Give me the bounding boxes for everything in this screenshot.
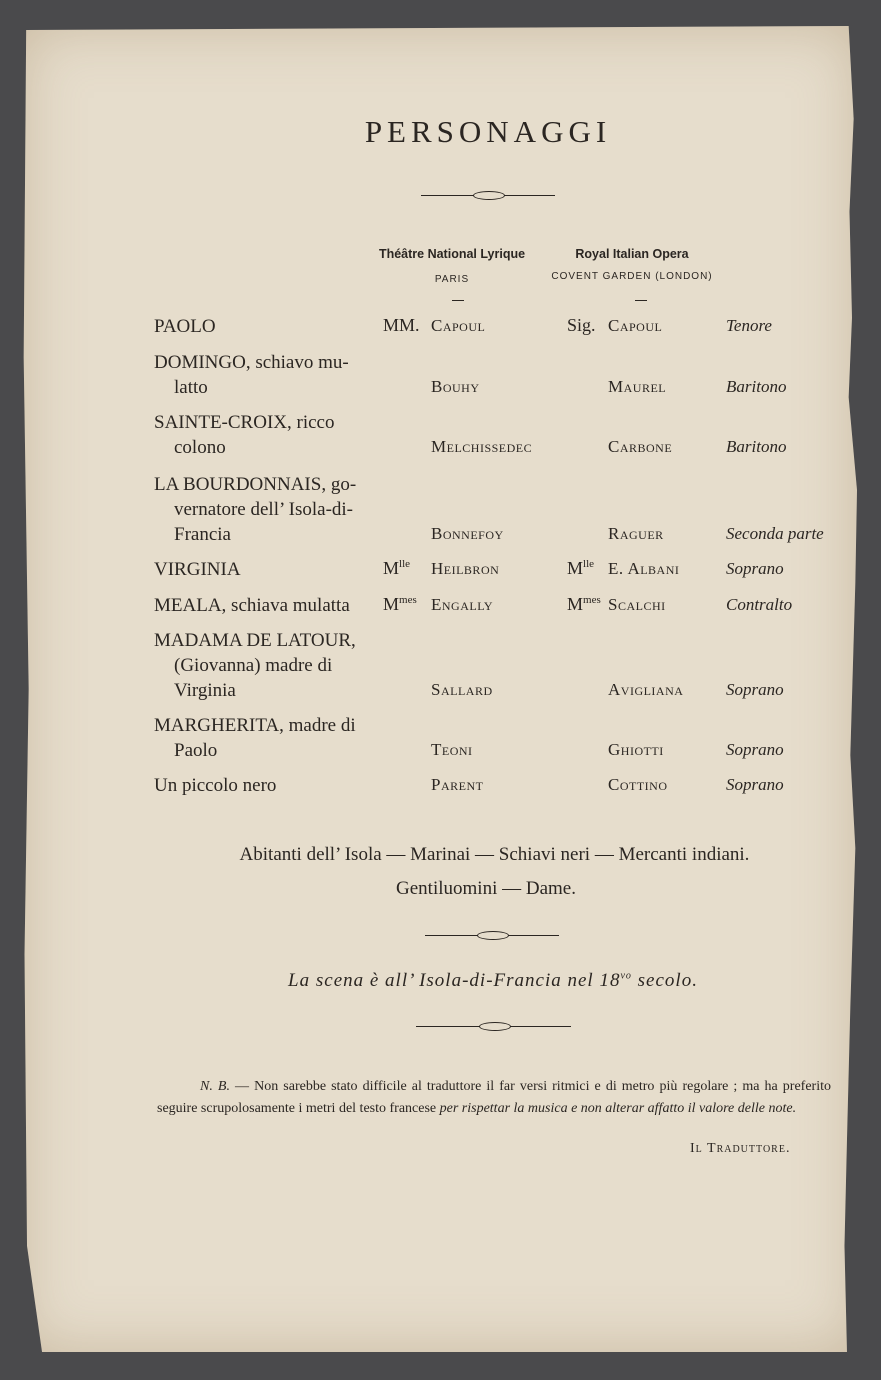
performer-title-text: M xyxy=(383,594,400,614)
role-line: vernatore dell’ Isola-di- xyxy=(174,499,354,520)
performer-title xyxy=(383,558,410,579)
paris-performer: Engally xyxy=(431,595,494,614)
role-line: latto xyxy=(174,377,208,398)
chorus-line-1: Abitanti dell’ Isola — Marinai — Schiavi neri — Mercanti indiani. xyxy=(239,844,750,865)
voice-type: Seconda parte xyxy=(726,524,824,543)
scena-end: secolo. xyxy=(631,970,698,991)
role-name xyxy=(154,628,359,703)
role-line: (Giovanna) madre di xyxy=(174,655,333,676)
performer-title-text: Sig. xyxy=(567,315,596,335)
paris-performer: Capoul xyxy=(431,316,486,335)
voice-type: Soprano xyxy=(726,559,784,578)
london-performer: Scalchi xyxy=(608,595,666,614)
ornament-rule-3 xyxy=(416,1026,571,1027)
role-name xyxy=(154,593,359,618)
theatre-2-name: Royal Italian Opera xyxy=(575,247,689,261)
theatre-1-city: PARIS xyxy=(434,274,470,285)
role-line: Un piccolo nero xyxy=(154,775,277,796)
translator-note xyxy=(157,1076,831,1120)
voice-type: Baritono xyxy=(726,437,787,456)
performer-title-sup: mes xyxy=(583,594,601,606)
role-line: MEALA, schiava mulatta xyxy=(154,595,350,616)
theatre-2-city: COVENT GARDEN (LONDON) xyxy=(551,271,713,282)
london-performer: Cottino xyxy=(608,775,668,794)
paris-performer: Teoni xyxy=(431,740,473,759)
role-name xyxy=(154,350,359,400)
theatre-1-name: Théâtre National Lyrique xyxy=(378,247,526,261)
role-line: Paolo xyxy=(174,740,218,761)
chorus-line-2: Gentiluomini — Dame. xyxy=(396,878,576,899)
london-performer: Capoul xyxy=(608,316,663,335)
role-name xyxy=(154,713,359,763)
role-line: SAINTE-CROIX, ricco xyxy=(154,412,335,433)
performer-title-text: MM. xyxy=(383,315,420,335)
london-performer: Ghiotti xyxy=(608,740,664,759)
performer-title-text: M xyxy=(383,558,400,578)
london-performer: Raguer xyxy=(608,524,664,543)
performer-title xyxy=(567,315,596,336)
paris-performer: Sallard xyxy=(431,680,493,699)
scena-line xyxy=(0,970,881,992)
voice-type: Soprano xyxy=(726,775,784,794)
role-line: MARGHERITA, madre di xyxy=(154,715,356,736)
paris-performer: Bouhy xyxy=(431,377,480,396)
london-performer: Carbone xyxy=(608,437,673,456)
note-label: N. B. xyxy=(200,1079,230,1094)
role-line: VIRGINIA xyxy=(154,559,241,580)
voice-type: Contralto xyxy=(726,595,793,614)
role-name xyxy=(154,314,359,339)
paris-performer: Bonnefoy xyxy=(431,524,504,543)
translator-signature: Il Traduttore. xyxy=(690,1141,791,1156)
voice-type: Tenore xyxy=(726,316,772,335)
role-line: Francia xyxy=(174,524,231,545)
role-name xyxy=(154,410,359,460)
role-line: MADAMA DE LATOUR, xyxy=(154,630,356,651)
performer-title xyxy=(383,315,420,336)
london-performer: E. Albani xyxy=(608,559,680,578)
theatre-1-dash xyxy=(452,300,464,301)
note-italic-text: per rispettar la musica e non alterar affatto il valore delle note. xyxy=(439,1101,797,1116)
london-performer: Avigliana xyxy=(608,680,684,699)
performer-title-text: M xyxy=(567,558,584,578)
performer-title-sup: lle xyxy=(583,558,595,570)
performer-title-sup: mes xyxy=(399,594,417,606)
role-name xyxy=(154,472,359,547)
scena-superscript: vo xyxy=(620,970,632,982)
title-ornament-rule xyxy=(421,195,555,196)
paris-performer: Parent xyxy=(431,775,484,794)
scena-text: La scena è all’ Isola-di-Francia nel 18 xyxy=(288,970,621,991)
note-text: — Non sarebbe stato difficile al traduttore il far versi ritmici e di metro più regolare ; ma ha preferito seguire scrupolosamente i metri del testo francese xyxy=(157,1079,831,1116)
role-line: PAOLO xyxy=(154,316,216,337)
page-title: PERSONAGGI xyxy=(364,114,612,149)
london-performer: Maurel xyxy=(608,377,667,396)
voice-type: Soprano xyxy=(726,740,784,759)
role-line: colono xyxy=(174,437,226,458)
role-name xyxy=(154,773,359,798)
voice-type: Baritono xyxy=(726,377,787,396)
paris-performer: Heilbron xyxy=(431,559,500,578)
role-line: LA BOURDONNAIS, go- xyxy=(154,474,357,495)
performer-title xyxy=(567,558,594,579)
performer-title xyxy=(567,594,601,615)
ornament-rule-2 xyxy=(425,935,559,936)
theatre-2-dash xyxy=(635,300,647,301)
role-name xyxy=(154,557,359,582)
role-line: Virginia xyxy=(174,680,236,701)
performer-title-sup: lle xyxy=(399,558,411,570)
performer-title xyxy=(383,594,417,615)
voice-type: Soprano xyxy=(726,680,784,699)
paris-performer: Melchissedec xyxy=(431,437,533,456)
performer-title-text: M xyxy=(567,594,584,614)
role-line: DOMINGO, schiavo mu- xyxy=(154,352,349,373)
